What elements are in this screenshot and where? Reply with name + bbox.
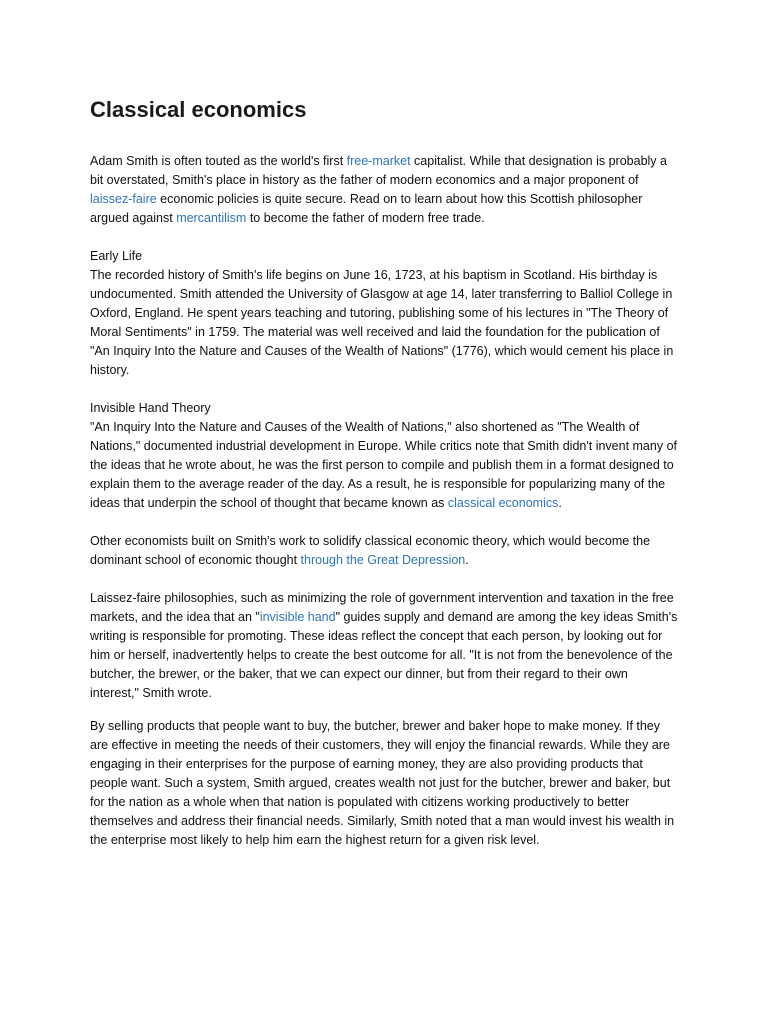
invisible-hand-heading: Invisible Hand Theory — [90, 401, 211, 415]
mercantilism-link[interactable]: mercantilism — [176, 211, 247, 225]
laissez-text-2: " guides supply and demand are among the key ideas Smith's writing is responsible for promoting. These ideas reflect the concept that each person, by looking out for him or herself, inadvertently helps to create the best outcome for all. "It is not from the benevolence of the butcher, the brewer, or the baker, that we can expect our dinner, but from their regard to their own interest," Smith wrote. — [90, 610, 678, 700]
invisible-hand-text-2: . — [558, 496, 562, 510]
laissez-faire-paragraph — [90, 589, 680, 703]
intro-text-1: Adam Smith is often touted as the world's first — [90, 154, 347, 168]
laissez-text-1: Laissez-faire philosophies, such as minimizing the role of government intervention and taxation in the free markets, and the idea that an " — [90, 591, 674, 624]
other-economists-paragraph — [90, 532, 680, 570]
other-economists-text-2: . — [465, 553, 469, 567]
intro-text-3: economic policies is quite secure. Read on to learn about how this Scottish philosopher argued against — [90, 192, 643, 225]
classical-economics-link[interactable]: classical economics — [447, 496, 559, 510]
intro-paragraph — [90, 152, 680, 228]
early-life-section — [90, 247, 680, 380]
invisible-hand-text-1: "An Inquiry Into the Nature and Causes of the Wealth of Nations," also shortened as "The Wealth of Nations," documented industrial development in Europe. While critics note that Smith didn't invent many of the ideas that he wrote about, he was the first person to compile and publish them in a format designed to explain them to the average reader of the day. As a result, he is responsible for popularizing many of the ideas that underpin the school of thought that became known as — [90, 420, 677, 510]
great-depression-link[interactable]: through the Great Depression — [300, 553, 466, 567]
early-life-body: The recorded history of Smith's life begins on June 16, 1723, at his baptism in Scotland. His birthday is undocumented. Smith attended the University of Glasgow at age 14, later transferring to Balliol College in Oxford, England. He spent years teaching and tutoring, publishing some of his lectures in "The Theory of Moral Sentiments" in 1759. The material was well received and laid the foundation for the publication of "An Inquiry Into the Nature and Causes of the Wealth of Nations" (1776), which would cement his place in history. — [90, 268, 674, 377]
invisible-hand-section — [90, 399, 680, 513]
invisible-hand-link[interactable]: invisible hand — [259, 610, 336, 624]
intro-text-4: to become the father of modern free trade. — [246, 211, 485, 225]
selling-paragraph: By selling products that people want to buy, the butcher, brewer and baker hope to make money. If they are effective in meeting the needs of their customers, they will enjoy the financial rewards. While they are engaging in their enterprises for the purpose of earning money, they are also providing products that people want. Such a system, Smith argued, creates wealth not just for the butcher, brewer and baker, but for the nation as a whole when that nation is populated with citizens working productively to better themselves and address their financial needs. Similarly, Smith noted that a man would invest his wealth in the enterprise most likely to help him earn the highest return for a given risk level. — [90, 719, 675, 847]
page-title: Classical economics — [90, 97, 307, 122]
intro-text-2: capitalist. While that designation is probably a bit overstated, Smith's place in history as the father of modern economics and a major proponent of — [90, 154, 667, 187]
free-market-link[interactable]: free-market — [346, 154, 411, 168]
laissez-faire-link[interactable]: laissez-faire — [90, 192, 157, 206]
document-page — [90, 96, 680, 850]
early-life-heading: Early Life — [90, 249, 143, 263]
other-economists-text-1: Other economists built on Smith's work to solidify classical economic theory, which would become the dominant school of economic thought — [90, 534, 651, 567]
